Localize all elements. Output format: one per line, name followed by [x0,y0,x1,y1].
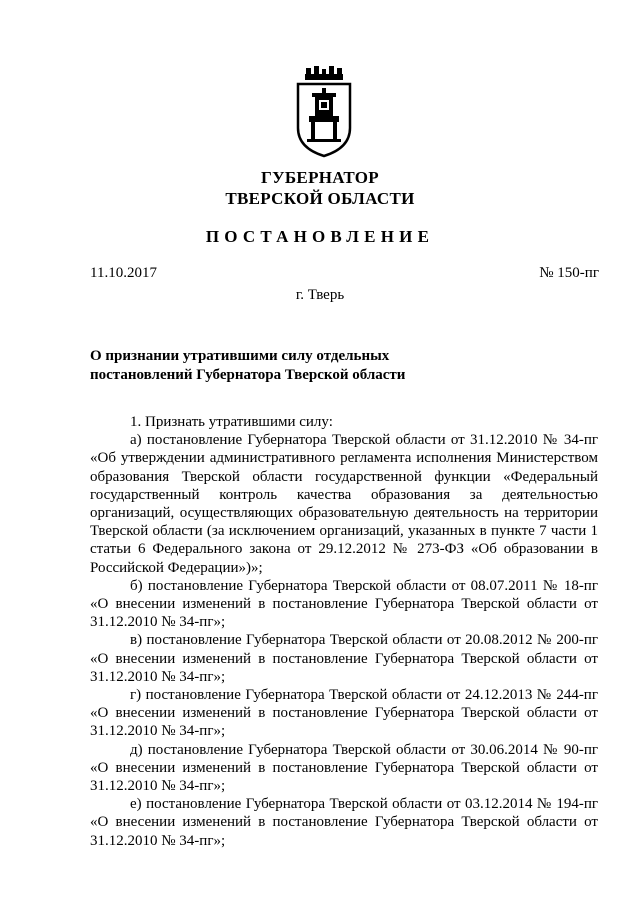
paragraph-e: е) постановление Губернатора Тверской области от 03.12.2014 № 194-пг «О внесении изменений в постановление Губернатора Тверской области от 31.12.2010 № 34-пг»; [90,796,598,849]
paragraph-1: 1. Признать утратившими силу: [130,414,333,430]
doc-city: г. Тверь [295,287,345,303]
paragraph-a: а) постановление Губернатора Тверской области от 31.12.2010 № 34-пг «Об утверждении административного регламента исполнения Министерством образования Тверской области государственной функции «Федеральный государственный контроль качества образования за деятельностью организаций, осуществляющих образовательную деятельность на территории Тверской области (за исключением организаций, указанных в пункте 7 части 1 статьи 6 Федерального закона от 29.12.2012 № 273-ФЗ «Об образовании в Российской Федерации»)»; [90,432,598,576]
doc-number: № 150-пг [539,265,599,281]
paragraph-d: д) постановление Губернатора Тверской области от 30.06.2014 № 90-пг «О внесении изменений в постановление Губернатора Тверской области от 31.12.2010 № 34-пг»; [90,741,598,795]
paragraph-g: г) постановление Губернатора Тверской области от 24.12.2013 № 244-пг «О внесении изменений в постановление Губернатора Тверской области от 31.12.2010 № 34-пг»; [90,687,598,740]
doc-date: 11.10.2017 [90,265,157,281]
doc-subject [90,347,410,385]
title-line1: ГУБЕРНАТОР [261,168,379,187]
doc-type: ПОСТАНОВЛЕНИЕ [205,227,435,246]
subject-line1: О признании утратившими силу отдельных [90,348,390,364]
title-line2: ТВЕРСКОЙ ОБЛАСТИ [225,189,415,208]
paragraph-b: б) постановление Губернатора Тверской области от 08.07.2011 № 18-пг «О внесении изменений в постановление Губернатора Тверской области от 31.12.2010 № 34-пг»; [90,577,598,631]
subject-line2: постановлений Губернатора Тверской области [90,367,406,383]
paragraph-v: в) постановление Губернатора Тверской области от 20.08.2012 № 200-пг «О внесении изменений в постановление Губернатора Тверской области от 31.12.2010 № 34-пг»; [90,632,598,685]
doc-body [90,413,598,850]
tver-coat-of-arms-icon [295,66,353,158]
